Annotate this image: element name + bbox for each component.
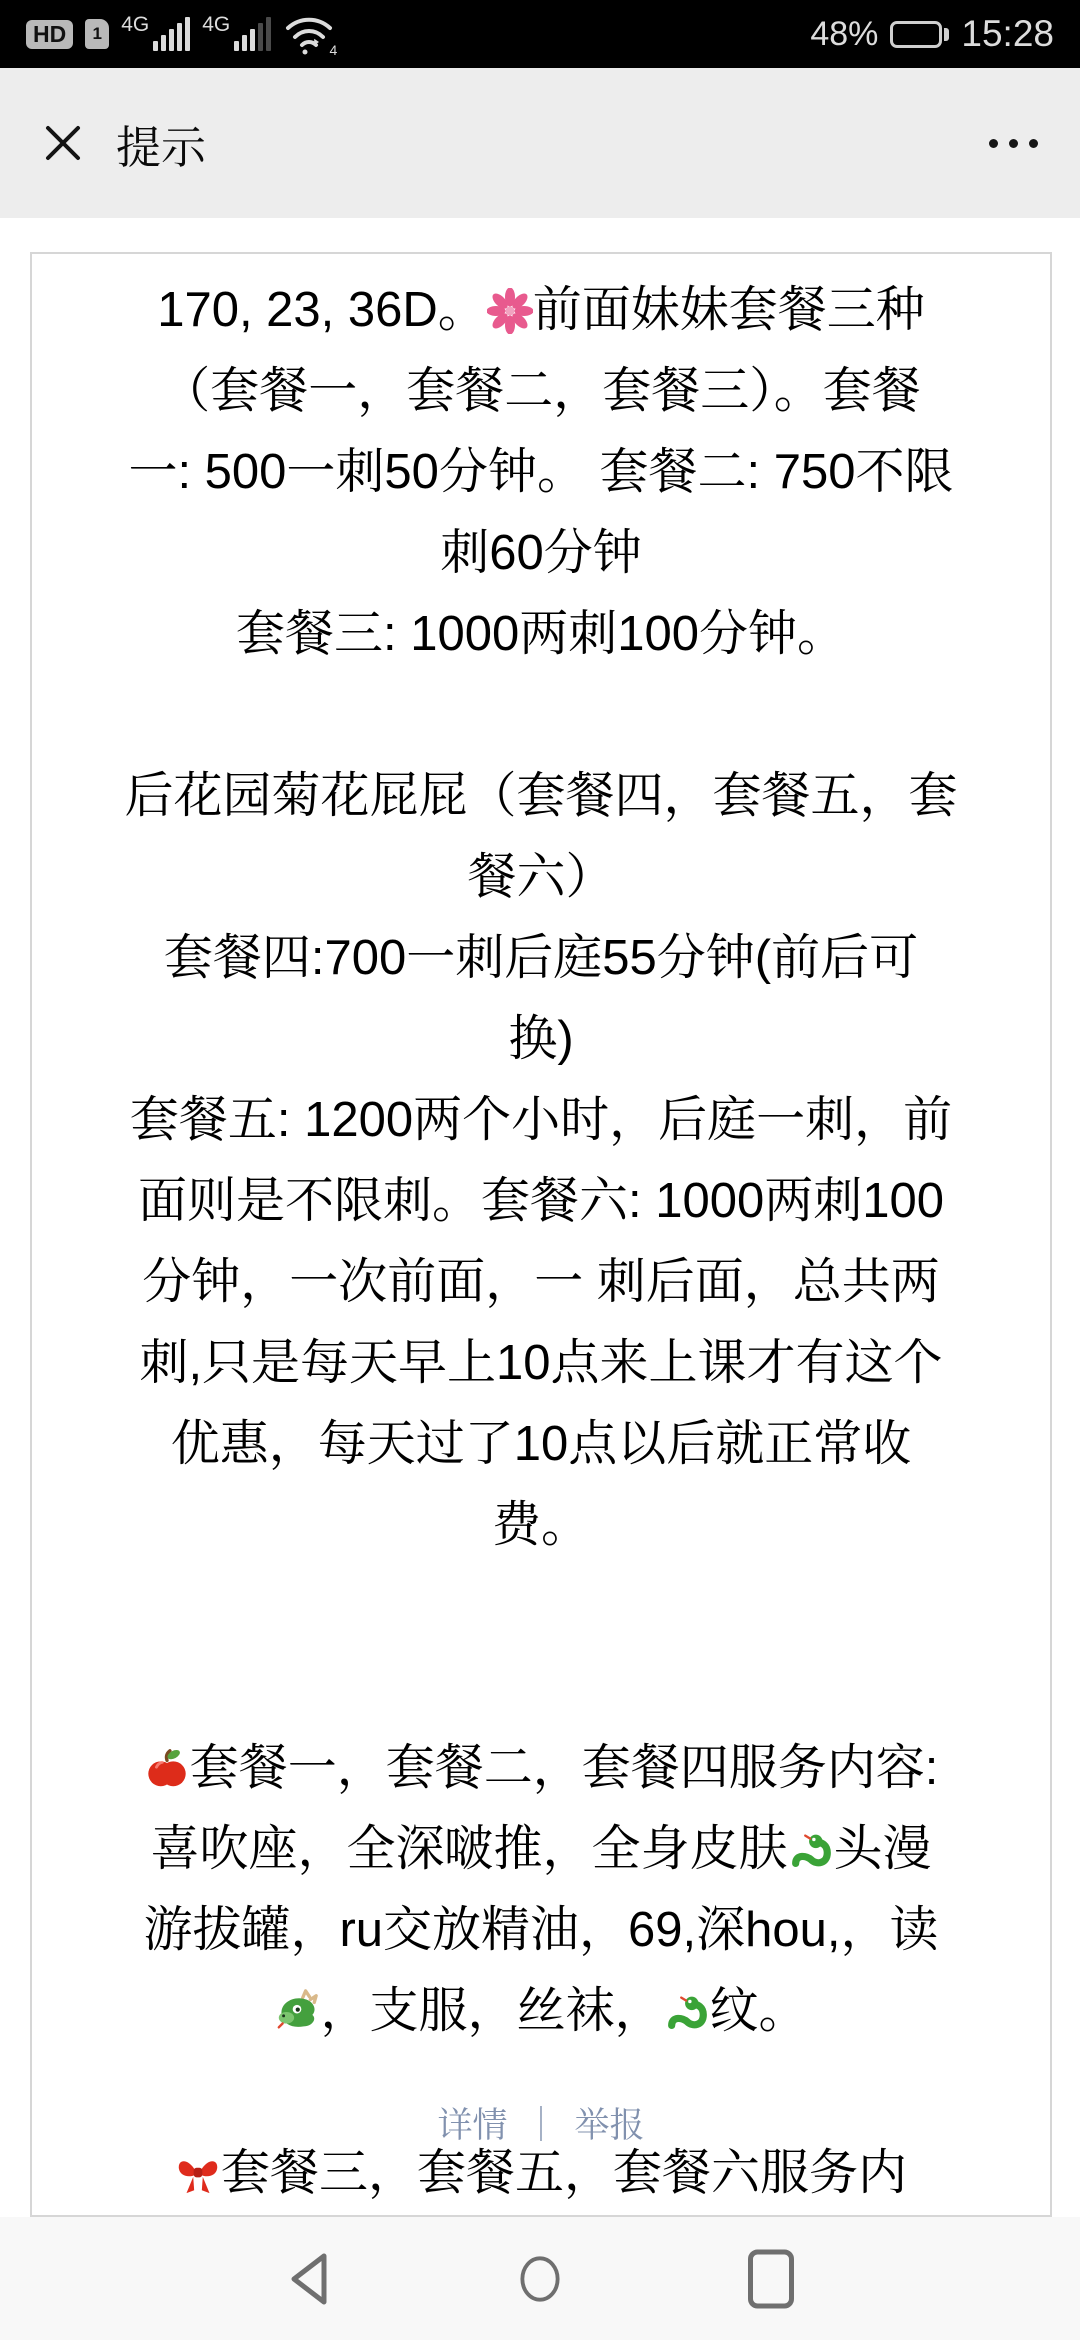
content-line (72, 1404, 1010, 1485)
hd-icon: HD (26, 20, 73, 49)
content-text: 游拔罐，ru交放精油，69,深hou,，读 (143, 1903, 939, 1957)
content-text: 刺60分钟 (440, 526, 642, 580)
content-line (72, 999, 1010, 1080)
wifi-icon (283, 12, 338, 58)
close-icon[interactable] (40, 120, 86, 166)
nav-home-icon[interactable] (517, 2248, 563, 2310)
apple-icon (144, 1746, 190, 1792)
content-text: 后花园菊花屁屁（套餐四，套餐五，套 (124, 769, 958, 823)
content-text: 面则是不限刺。套餐六: 1000两刺100 (138, 1174, 944, 1228)
content-text: 套餐三，套餐五，套餐六服务内 (220, 2146, 907, 2200)
content-text: 套餐一，套餐二，套餐四服务内容: (189, 1741, 939, 1795)
content-text: 刺,只是每天早上10点来上课才有这个 (139, 1336, 943, 1390)
signal-bars-icon (234, 17, 271, 51)
header-bar (0, 68, 1080, 218)
content-line (72, 837, 1010, 918)
snake-icon (788, 1827, 834, 1873)
signal-4g-primary-icon: 4G (121, 17, 190, 51)
more-menu-icon[interactable] (987, 129, 1040, 158)
battery-percent: 48% (810, 14, 879, 53)
content-text: 170, 23, 36D。 (157, 283, 487, 337)
android-navbar (0, 2217, 1080, 2340)
status-left-cluster (26, 12, 338, 58)
content-text: 套餐五: 1200两个小时，后庭一刺，前 (129, 1093, 953, 1147)
page-title: 提示 (116, 121, 207, 173)
flower-icon (487, 288, 533, 334)
content-line (72, 351, 1010, 432)
content-line (72, 1971, 1010, 2052)
content-line (72, 513, 1010, 594)
content-text: 餐六） (467, 850, 615, 904)
content-line (72, 1323, 1010, 1404)
notice-text (32, 254, 1050, 2214)
content-text: 分钟，一次前面，一 刺后面，总共两 (142, 1255, 940, 1309)
dragon-icon (274, 1989, 320, 2035)
detail-link[interactable]: 详情 (437, 2106, 508, 2145)
content-line (72, 1161, 1010, 1242)
content-line (72, 594, 1010, 675)
status-bar (0, 0, 1080, 68)
notice-card (30, 252, 1052, 2217)
wifi-sub-label: 4 (329, 42, 338, 58)
signal-4g-secondary-icon: 4G (202, 17, 271, 51)
battery-icon (890, 21, 949, 48)
content-line (72, 756, 1010, 837)
content-line (72, 1890, 1010, 1971)
content-line (72, 432, 1010, 513)
content-line (72, 1485, 1010, 1566)
content-text: 前面妹妹套餐三种 (532, 283, 925, 337)
status-right-cluster (810, 13, 1054, 55)
content-text: 优惠，每天过了10点以后就正常收 (170, 1417, 912, 1471)
bow-icon (175, 2151, 221, 2197)
content-line (72, 675, 1010, 756)
content-line (72, 2052, 1010, 2133)
content-line (72, 1242, 1010, 1323)
content-text: 费。 (491, 1498, 590, 1552)
links-separator: ｜ (523, 2106, 559, 2145)
report-link[interactable]: 举报 (574, 2106, 645, 2145)
content-line (72, 1566, 1010, 1647)
content-line (72, 270, 1010, 351)
content-text: 套餐三: 1000两刺100分钟。 (236, 607, 846, 661)
content-line (72, 1080, 1010, 1161)
content-line (72, 918, 1010, 999)
content-line (72, 1647, 1010, 1728)
signal-bars-icon (153, 17, 190, 51)
nav-recents-icon[interactable] (748, 2248, 794, 2310)
content-line (72, 2133, 1010, 2214)
content-text: 一: 500一刺50分钟。 套餐二: 750不限 (128, 445, 954, 499)
sim1-icon: 1 (85, 19, 109, 49)
content-text: 纹。 (709, 1984, 808, 2038)
content-text: 喜吹座，全深啵推，全身皮肤 (150, 1822, 788, 1876)
content-text: ，支服，丝袜， (320, 1984, 664, 2038)
content-text: 套餐四:700一刺后庭55分钟(前后可 (163, 931, 919, 985)
content-area (0, 218, 1080, 2217)
content-text: （套餐一，套餐二，套餐三）。套餐 (161, 364, 921, 418)
snake-icon (664, 1989, 710, 2035)
nav-back-icon[interactable] (286, 2248, 332, 2310)
content-line (72, 1809, 1010, 1890)
status-time: 15:28 (961, 13, 1054, 54)
content-text: 换) (508, 1012, 574, 1066)
content-line (72, 1728, 1010, 1809)
content-text: 头漫 (833, 1822, 932, 1876)
